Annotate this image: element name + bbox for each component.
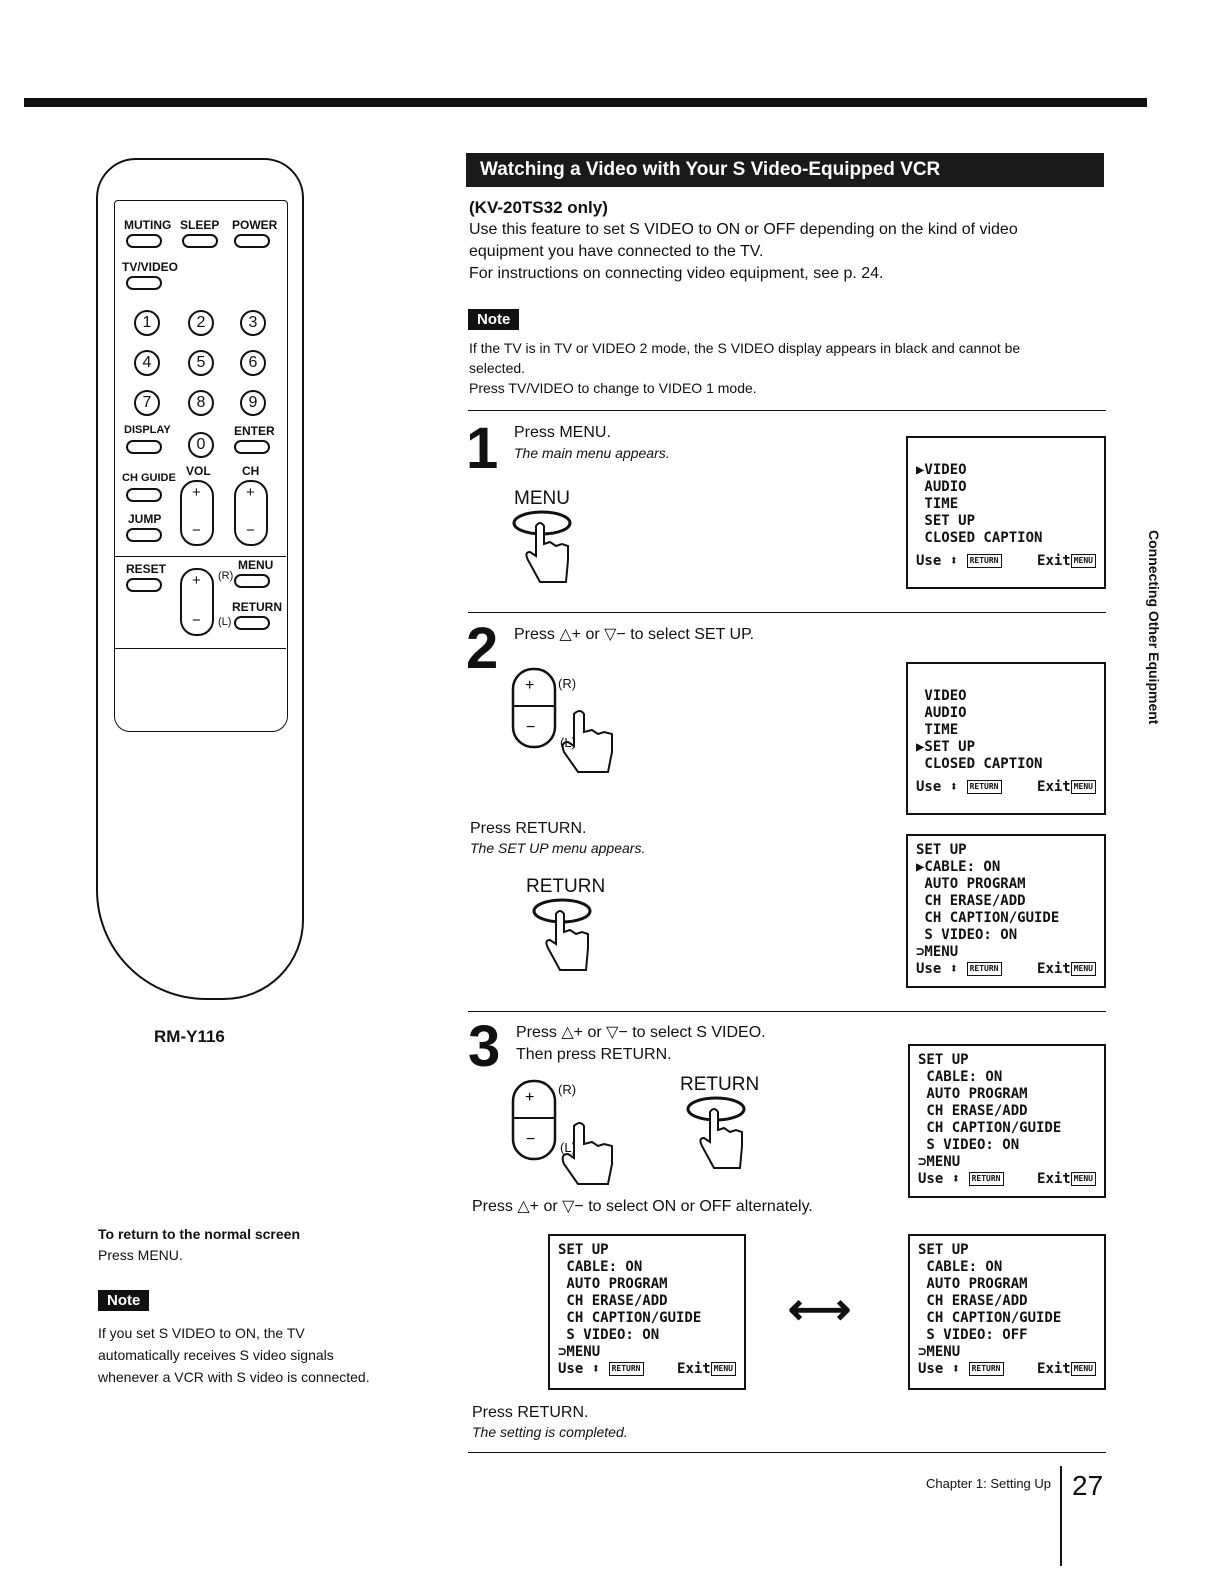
digit-button: 5 (188, 350, 214, 376)
step-number: 2 (466, 616, 499, 681)
note-line: selected. (469, 360, 526, 376)
jump-label: JUMP (128, 512, 162, 526)
menu-key-icon: MENU (1071, 1172, 1096, 1186)
step2-text: Press △+ or ▽− to select SET UP. (514, 626, 755, 643)
osd-line: VIDEO (916, 688, 967, 704)
osd-line: ▶CABLE: ON (916, 859, 1001, 875)
osd-line: S VIDEO: ON (558, 1327, 660, 1343)
return-heading: To return to the normal screen (98, 1226, 300, 1242)
svg-text:−: − (526, 719, 536, 736)
step-number: 3 (468, 1014, 501, 1079)
r-label: (R) (218, 570, 234, 582)
intro-text (469, 219, 1099, 285)
ch-minus: − (246, 522, 255, 539)
osd-footer (916, 961, 1096, 978)
chapter-side-tab (1140, 530, 1168, 730)
enter-button (234, 440, 270, 454)
remote-model: RM-Y116 (154, 1027, 225, 1046)
footer-divider (1060, 1466, 1062, 1566)
osd-line: SET UP (918, 1242, 969, 1258)
osd-line: ▶VIDEO (916, 462, 967, 478)
sleep-label: SLEEP (180, 218, 220, 232)
osd-use: Use ⬍ (918, 1361, 961, 1377)
vol-minus: − (192, 522, 201, 539)
osd-line: ⊃MENU (916, 944, 959, 960)
return-key-icon: RETURN (969, 1362, 1004, 1376)
sleep-button (182, 234, 218, 248)
osd-setup-menu-1 (906, 834, 1106, 988)
return-label: RETURN (232, 600, 282, 614)
intro-line: equipment you have connected to the TV. (469, 243, 764, 260)
osd-line: ⊃MENU (918, 1154, 961, 1170)
note-line: whenever a VCR with S video is connected. (98, 1369, 370, 1385)
l-label: (L) (560, 735, 576, 750)
vol-rocker (180, 480, 214, 546)
enter-label: ENTER (234, 424, 275, 438)
osd-line: TIME (916, 496, 959, 512)
step2-text2: Press RETURN. (470, 820, 587, 837)
vol-plus: + (192, 484, 201, 501)
toggle-arrow-icon: ⟷ (788, 1285, 852, 1334)
step3-sub3: The setting is completed. (472, 1424, 628, 1440)
r-label: (R) (558, 676, 577, 691)
side-tab-label: Connecting Other Equipment (1146, 530, 1162, 725)
digit-button: 1 (134, 310, 160, 336)
menu-button (234, 574, 270, 588)
osd-line: CH CAPTION/GUIDE (918, 1310, 1062, 1326)
osd-line: CABLE: ON (558, 1259, 643, 1275)
digit-button: 8 (188, 390, 214, 416)
ch-plus: + (246, 484, 255, 501)
return-key-icon: RETURN (609, 1362, 644, 1376)
step1-text: Press MENU. (514, 424, 611, 441)
note-text (469, 338, 1099, 398)
page-number: 27 (1072, 1470, 1104, 1501)
menu-key-icon: MENU (1071, 780, 1096, 794)
digit-button: 2 (188, 310, 214, 336)
osd-footer (918, 1171, 1096, 1188)
return-text: Press MENU. (98, 1247, 183, 1263)
remote-control-illustration (96, 158, 304, 1000)
osd-line: CH CAPTION/GUIDE (558, 1310, 702, 1326)
power-button (234, 234, 270, 248)
osd-line: TIME (916, 722, 959, 738)
note-line: If the TV is in TV or VIDEO 2 mode, the S VIDEO display appears in black and cannot be (469, 340, 1021, 356)
display-label: DISPLAY (124, 424, 171, 436)
osd-line: AUTO PROGRAM (916, 876, 1026, 892)
divider (468, 1452, 1106, 1453)
osd-line: AUTO PROGRAM (918, 1086, 1028, 1102)
osd-line: SET UP (918, 1052, 969, 1068)
osd-line: CH ERASE/ADD (558, 1293, 668, 1309)
menu-button-label: MENU (514, 488, 570, 509)
menu-key-icon: MENU (1071, 1362, 1096, 1376)
tvvideo-label: TV/VIDEO (122, 260, 179, 274)
note-badge (468, 309, 519, 330)
digit-button: 6 (240, 350, 266, 376)
divider (468, 410, 1106, 411)
svg-text:+: + (525, 1089, 535, 1106)
intro-line: Use this feature to set S VIDEO to ON or OFF depending on the kind of video (469, 221, 1018, 238)
osd-line: AUTO PROGRAM (918, 1276, 1028, 1292)
osd-footer (916, 779, 1096, 796)
top-rule (24, 98, 1147, 107)
osd-line: S VIDEO: ON (916, 927, 1018, 943)
power-label: POWER (232, 218, 278, 232)
osd-line: ⊃MENU (558, 1344, 601, 1360)
joystick-plus: + (192, 572, 201, 589)
ch-label: CH (242, 464, 260, 478)
hand-press-icon (684, 1094, 754, 1174)
osd-line: ▶SET UP (916, 739, 976, 755)
svg-text:+: + (525, 677, 535, 694)
step2-sub2: The SET UP menu appears. (470, 840, 646, 856)
menu-label: MENU (238, 558, 274, 572)
muting-label: MUTING (124, 218, 172, 232)
osd-use: Use ⬍ (918, 1171, 961, 1187)
joystick-rocker (180, 568, 214, 636)
divider (468, 612, 1106, 613)
note-line: Press TV/VIDEO to change to VIDEO 1 mode. (469, 380, 757, 396)
osd-line: CLOSED CAPTION (916, 756, 1043, 772)
step3-text-b: Then press RETURN. (516, 1046, 672, 1063)
return-key-icon: RETURN (967, 780, 1002, 794)
digit-button: 9 (240, 390, 266, 416)
osd-use: Use ⬍ (916, 961, 959, 977)
step1-sub: The main menu appears. (514, 445, 670, 461)
hand-press-icon (530, 896, 600, 976)
digit-button: 7 (134, 390, 160, 416)
osd-exit: Exit (1037, 553, 1071, 569)
osd-line: CABLE: ON (918, 1259, 1003, 1275)
step-number: 1 (466, 416, 499, 481)
digit-button: 4 (134, 350, 160, 376)
osd-footer (918, 1361, 1096, 1378)
model-note: (KV-20TS32 only) (469, 198, 608, 217)
chguide-label: CH GUIDE (122, 472, 176, 484)
osd-main-menu-1 (906, 436, 1106, 589)
jump-button (126, 528, 162, 542)
osd-line: S VIDEO: OFF (918, 1327, 1028, 1343)
osd-line: CH ERASE/ADD (918, 1293, 1028, 1309)
return-button-label: RETURN (526, 876, 606, 897)
footer-chapter: Chapter 1: Setting Up (926, 1476, 1052, 1491)
menu-key-icon: MENU (711, 1362, 736, 1376)
osd-line: AUTO PROGRAM (558, 1276, 668, 1292)
digit-button: 0 (188, 432, 214, 458)
section-title: Watching a Video with Your S Video-Equipped VCR (466, 153, 1104, 187)
note-line: automatically receives S video signals (98, 1347, 334, 1363)
osd-use: Use ⬍ (916, 779, 959, 795)
hand-press-icon (510, 508, 580, 588)
osd-line: SET UP (916, 513, 976, 529)
osd-exit: Exit (677, 1361, 711, 1377)
osd-setup-menu-on (548, 1234, 746, 1390)
joystick-minus: − (192, 612, 201, 629)
reset-button (126, 578, 162, 592)
note-line: If you set S VIDEO to ON, the TV (98, 1325, 305, 1341)
osd-line: ⊃MENU (918, 1344, 961, 1360)
l-label: (L) (218, 616, 232, 628)
remote-divider (114, 648, 286, 649)
osd-line: CH ERASE/ADD (918, 1103, 1028, 1119)
osd-line: CABLE: ON (918, 1069, 1003, 1085)
osd-line: AUDIO (916, 705, 967, 721)
chguide-button (126, 488, 162, 502)
digit-button: 3 (240, 310, 266, 336)
reset-label: RESET (126, 562, 167, 576)
osd-footer (916, 553, 1096, 570)
menu-key-icon: MENU (1071, 554, 1096, 568)
osd-line: S VIDEO: ON (918, 1137, 1020, 1153)
step3-text3: Press RETURN. (472, 1404, 589, 1421)
divider (468, 1011, 1106, 1012)
osd-exit: Exit (1037, 1361, 1071, 1377)
osd-exit: Exit (1037, 961, 1071, 977)
note-badge (98, 1290, 149, 1311)
osd-line: SET UP (558, 1242, 609, 1258)
osd-use: Use ⬍ (558, 1361, 601, 1377)
osd-line: CH CAPTION/GUIDE (916, 910, 1060, 926)
osd-line: AUDIO (916, 479, 967, 495)
menu-key-icon: MENU (1071, 962, 1096, 976)
return-key-icon: RETURN (969, 1172, 1004, 1186)
display-button (126, 440, 162, 454)
remote-divider (114, 556, 286, 557)
step3-text2: Press △+ or ▽− to select ON or OFF alternately. (472, 1198, 813, 1215)
note-badge-label: Note (98, 1290, 149, 1311)
note-badge-label: Note (468, 309, 519, 330)
tvvideo-button (126, 276, 162, 290)
osd-setup-menu-off (908, 1234, 1106, 1390)
r-label: (R) (558, 1082, 577, 1097)
osd-main-menu-2 (906, 662, 1106, 815)
return-button (234, 616, 270, 630)
osd-line: CH ERASE/ADD (916, 893, 1026, 909)
intro-line: For instructions on connecting video equipment, see p. 24. (469, 265, 884, 282)
svg-text:−: − (526, 1131, 536, 1148)
return-key-icon: RETURN (967, 962, 1002, 976)
muting-button (126, 234, 162, 248)
osd-line: SET UP (916, 842, 967, 858)
osd-exit: Exit (1037, 1171, 1071, 1187)
osd-line: CLOSED CAPTION (916, 530, 1043, 546)
osd-line: CH CAPTION/GUIDE (918, 1120, 1062, 1136)
left-note-text (98, 1322, 418, 1388)
osd-setup-menu-2 (908, 1044, 1106, 1198)
ch-rocker (234, 480, 268, 546)
osd-footer (558, 1361, 736, 1378)
return-button-label: RETURN (680, 1074, 760, 1095)
return-key-icon: RETURN (967, 554, 1002, 568)
osd-use: Use ⬍ (916, 553, 959, 569)
l-label: (L) (560, 1140, 576, 1155)
step3-text: Press △+ or ▽− to select S VIDEO. (516, 1024, 766, 1041)
osd-exit: Exit (1037, 779, 1071, 795)
vol-label: VOL (186, 464, 211, 478)
